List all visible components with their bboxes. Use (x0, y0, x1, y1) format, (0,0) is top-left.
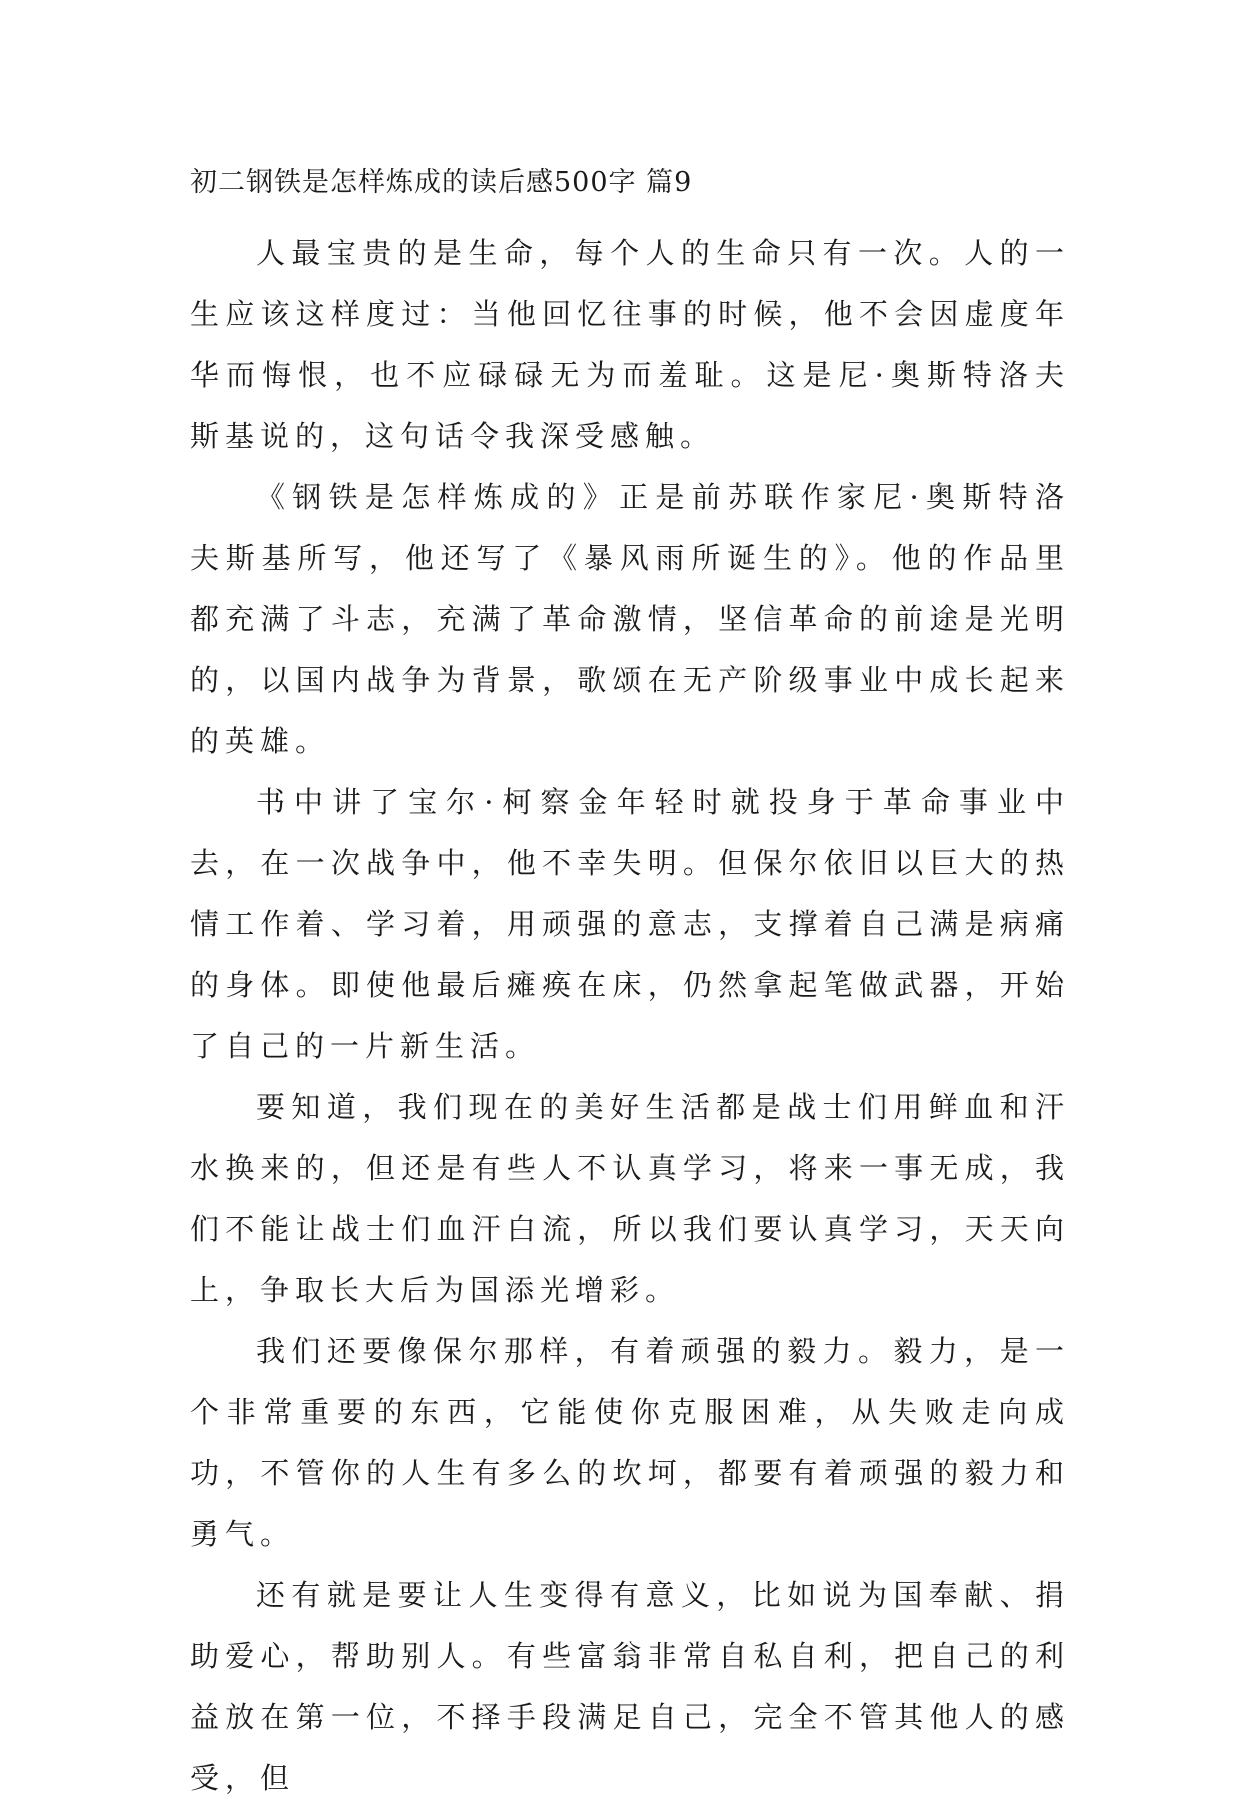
document-body (190, 163, 1070, 1809)
paragraph-1: 人最宝贵的是生命，每个人的生命只有一次。人的一生应该这样度过：当他回忆往事的时候，他不会因虚度年华而悔恨，也不应碌碌无为而羞耻。这是尼·奥斯特洛夫斯基说的，这句话令我深受感触。 (190, 236, 1070, 453)
document-title: 初二钢铁是怎样炼成的读后感500字 篇9 (190, 167, 693, 198)
paragraph-5: 我们还要像保尔那样，有着顽强的毅力。毅力，是一个非常重要的东西，它能使你克服困难，从失败走向成功，不管你的人生有多么的坎坷，都要有着顽强的毅力和勇气。 (190, 1334, 1070, 1551)
paragraph-2: 《钢铁是怎样炼成的》正是前苏联作家尼·奥斯特洛夫斯基所写，他还写了《暴风雨所诞生的》。他的作品里都充满了斗志，充满了革命激情，坚信革命的前途是光明的，以国内战争为背景，歌颂在无产阶级事业中成长起来的英雄。 (190, 480, 1070, 758)
paragraph-4: 要知道，我们现在的美好生活都是战士们用鲜血和汗水换来的，但还是有些人不认真学习，将来一事无成，我们不能让战士们血汗白流，所以我们要认真学习，天天向上，争取长大后为国添光增彩。 (190, 1090, 1070, 1307)
paragraph-6: 还有就是要让人生变得有意义，比如说为国奉献、捐助爱心，帮助别人。有些富翁非常自私自利，把自己的利益放在第一位，不择手段满足自己，完全不管其他人的感受，但 (190, 1578, 1070, 1795)
paragraph-3: 书中讲了宝尔·柯察金年轻时就投身于革命事业中去，在一次战争中，他不幸失明。但保尔依旧以巨大的热情工作着、学习着，用顽强的意志，支撑着自己满是病痛的身体。即使他最后瘫痪在床，仍然拿起笔做武器，开始了自己的一片新生活。 (190, 785, 1070, 1063)
